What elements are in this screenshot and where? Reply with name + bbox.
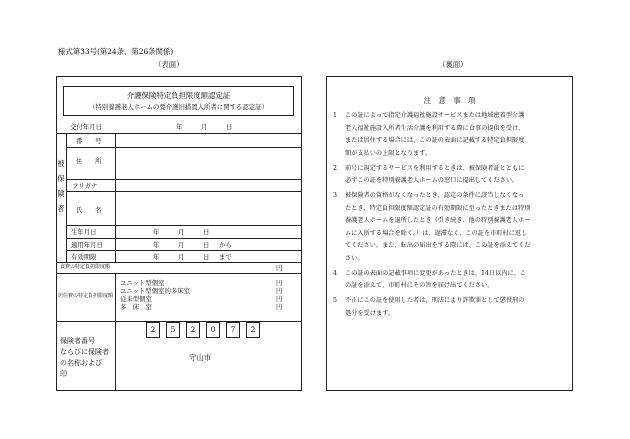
birth-date-day: 日 [203, 228, 210, 236]
apply-date-year: 年 [153, 241, 160, 249]
furigana-label: フリガナ [72, 182, 98, 190]
front-side-label: （表面） [154, 60, 184, 69]
name-label: 氏 名 [76, 206, 102, 214]
certificate-subtitle: （特別養護老人ホームの要介護旧措置入所者に関する認定証） [89, 103, 268, 111]
until-label: まで [219, 253, 232, 261]
apply-date-day: 日 [203, 241, 210, 249]
rule [66, 191, 302, 192]
rule [66, 238, 302, 239]
note-number: 4 [333, 269, 337, 277]
note-number: 3 [333, 192, 337, 199]
number-label: 番 号 [76, 137, 102, 145]
note-text-line: 被保険者の資格がなくなったとき、認定の条件に該当しなくなっ [345, 192, 525, 199]
rule [56, 273, 302, 274]
notes-title: 注 意 事 項 [423, 96, 476, 105]
room-type-unit-private: ユニット型個室 [120, 279, 165, 287]
note-text-line: 養護老人ホームを退所したとき（引き続き、他の特別養護老人ホー [345, 217, 531, 225]
note-text-line: この証の表面の記載事項に変更があったときは、14日以内に、こ [345, 269, 527, 277]
insured-person-vertical-label: 被 保 険 者 [57, 159, 65, 213]
note-text-line: 必ずこの証を特別養護老人ホームの窓口に提出してください。 [345, 177, 519, 185]
food-cost-yen: 円 [276, 264, 283, 272]
insurer-number-digit: 2 [146, 322, 160, 338]
apply-date-month: 月 [178, 241, 185, 249]
rule [66, 133, 67, 262]
birth-date-label: 生年月日 [71, 228, 97, 236]
insurer-number-digit: 0 [206, 322, 220, 338]
rule [56, 133, 302, 134]
insurer-number-digit: 2 [246, 322, 260, 338]
residence-cost-label: 居住費の特定負担限度額 [58, 293, 114, 299]
note-number: 1 [333, 112, 337, 119]
rule [66, 147, 302, 148]
note-number: 5 [333, 297, 337, 305]
expiry-date-day: 日 [203, 253, 210, 261]
expiry-date-label: 有効期限 [71, 253, 97, 261]
note-text-line: 額が支払いの上限となります。 [345, 149, 432, 157]
note-text-line: てください。また、転出の届出をする際には、この証を添えてくだ [345, 242, 531, 250]
rule [66, 250, 302, 251]
rule [56, 262, 302, 263]
issue-date-label: 交付年月日 [70, 123, 102, 131]
rule [115, 273, 116, 321]
note-text-line: の証を添えて、市町村にその旨を届け出てください。 [345, 282, 494, 290]
insurer-name: 守山市 [189, 353, 212, 362]
apply-date-label: 適用年月日 [71, 241, 103, 249]
certificate-title: 介護保険特定負担限度額認定証 [126, 91, 231, 100]
note-text-line: または居住する場合には、この証の表面に記載する特定負担限度 [345, 137, 525, 145]
residence-yen-3: 円 [276, 295, 283, 303]
note-text-line: たとき、特定負担限度額認定証の有効期限に至ったときまたは特別 [345, 204, 531, 212]
note-text-line: 前号に規定するサービスを利用するときは、被保険者証とともに [345, 164, 525, 172]
insurer-label: 保険者番号 ならびに保険者 の名称および 印 [60, 337, 109, 378]
food-cost-label: 食費の特定負担限度額 [60, 264, 111, 270]
rule [66, 225, 302, 226]
note-text-line: ムに入所する場合を除く。）は、遅滞なく、この証を市町村に返し [345, 229, 528, 237]
residence-yen-2: 円 [276, 287, 283, 295]
back-side-label: （裏面） [438, 60, 468, 69]
rule [115, 321, 116, 391]
birth-date-month: 月 [178, 228, 185, 236]
birth-date-year: 年 [153, 228, 160, 236]
issue-date-month: 月 [201, 123, 208, 131]
note-text-line: 不正にこの証を使用した者は、刑法により詐欺罪として懲役刑の [345, 297, 525, 305]
room-type-multi-bed: 多 床 室 [120, 303, 152, 311]
room-type-conventional-private: 従来型個室 [120, 295, 152, 303]
insurer-number-digit: 2 [186, 322, 200, 338]
from-label: から [219, 241, 232, 249]
issue-date-year: 年 [176, 123, 183, 131]
issue-date-day: 日 [226, 123, 233, 131]
rule [66, 179, 302, 180]
note-number: 2 [333, 164, 337, 172]
note-text-line: 老人福祉施設入所者生活介護を利用する際に食事の提供を受け、 [345, 124, 525, 132]
residence-yen-4: 円 [276, 303, 283, 311]
expiry-date-year: 年 [153, 253, 160, 261]
insurer-number-digit: 7 [226, 322, 240, 338]
residence-yen-1: 円 [276, 279, 283, 287]
room-type-unit-semi-private: ユニット型個室的多床室 [120, 287, 191, 295]
note-text-line: さい。 [345, 255, 364, 262]
note-text-line: 処分を受けます。 [345, 309, 395, 317]
insurer-number-digit: 5 [166, 322, 180, 338]
note-text-line: この証によって指定介護福祉施設サービスまたは地域密着型介護 [345, 112, 525, 119]
address-label: 住 所 [76, 157, 102, 165]
rule [115, 133, 116, 262]
expiry-date-month: 月 [178, 253, 185, 261]
form-number: 様式第33号(第24条、第26条関係) [58, 47, 174, 56]
